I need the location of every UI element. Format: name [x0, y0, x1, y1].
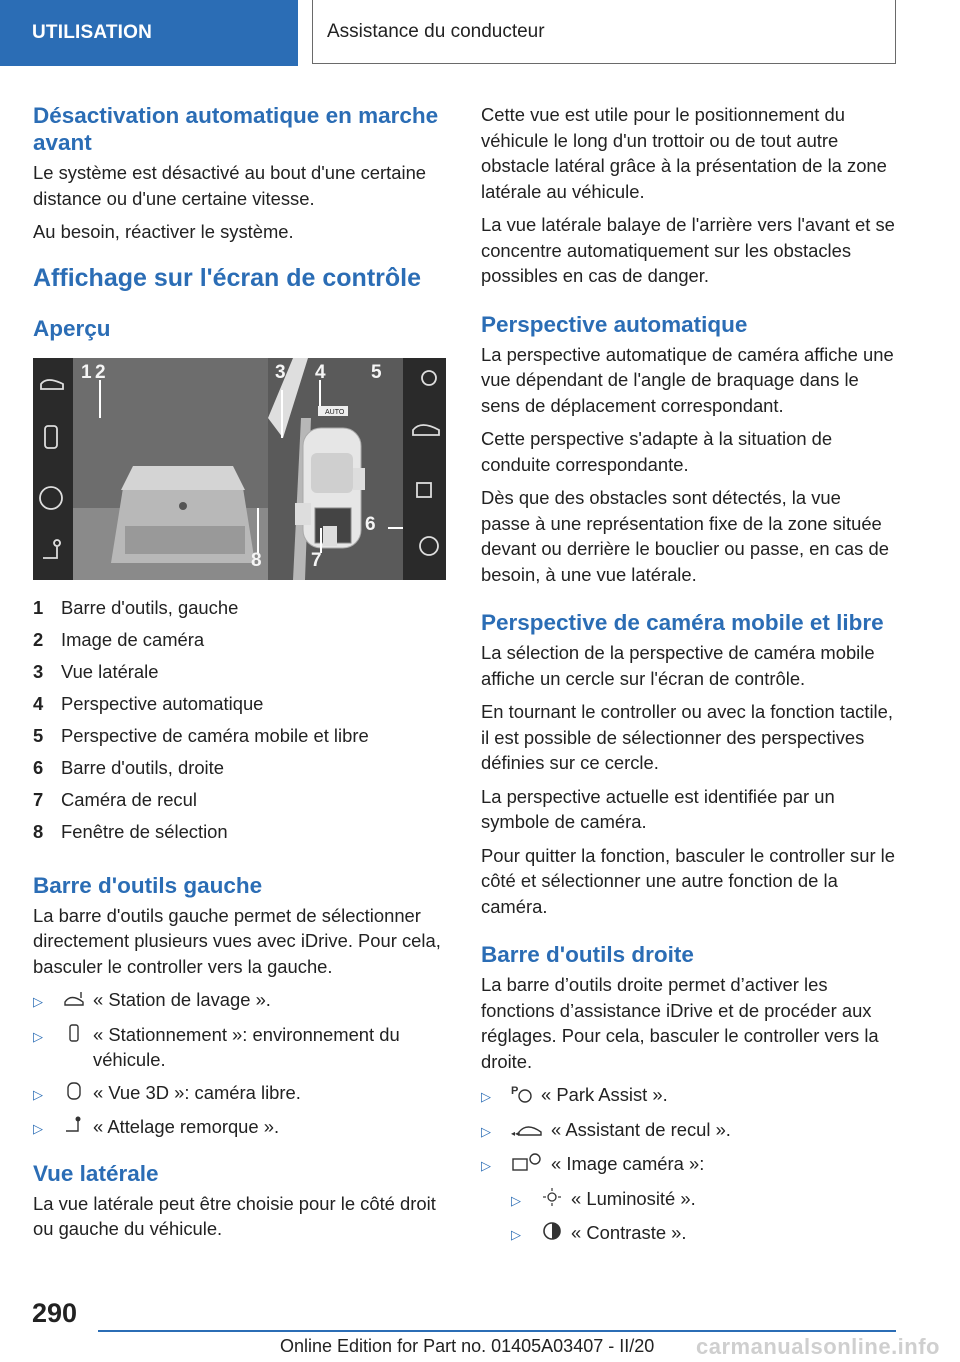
legend-item: 8 Fenêtre de sélection [33, 820, 228, 842]
camera-screen-illustration [33, 358, 446, 580]
edition-text: Online Edition for Part no. 01405A03407 - II/20 [280, 1336, 655, 1356]
3d-view-icon [63, 1080, 85, 1102]
heading-barre-droite: Barre d'outils droite [481, 942, 694, 967]
figure-label-5: 5 [371, 361, 382, 383]
camera-settings-icon [511, 1151, 543, 1173]
figure-label-1: 1 [81, 361, 92, 383]
chapter-title: Assistance du conducteur [312, 0, 896, 64]
footer-divider [98, 1330, 896, 1332]
right-column [481, 102, 895, 1255]
paragraph: Au besoin, réactiver le système. [33, 221, 294, 242]
paragraph: La perspective automatique de caméra affiche une vue dépendant de l'angle de braquage dans le sens de déplacement correspondant. [481, 343, 894, 416]
figure-label-6: 6 [365, 513, 376, 535]
section-tab: UTILISATION [0, 0, 298, 66]
list-item: ▷ « Station de lavage ». [33, 987, 446, 1015]
svg-text:◂◂: ◂◂ [511, 1128, 520, 1138]
bullet-triangle-icon: ▷ [481, 1123, 491, 1139]
bullet-triangle-icon: ▷ [481, 1158, 491, 1173]
left-toolbar [33, 358, 73, 580]
camera-screen-figure [33, 358, 446, 580]
legend-item: 4 Perspective automatique [33, 692, 264, 714]
trailer-hitch-icon [63, 1114, 85, 1136]
list-item: ▷ « Luminosité ». [511, 1186, 895, 1214]
right-toolbar [403, 358, 446, 580]
paragraph: Dès que des obstacles sont détectés, la vue passe à une représentation fixe de la zone située devant ou derrière le bouclier ou passe, en cas de besoin, à une vue latérale. [481, 487, 889, 585]
paragraph: La barre d'outils gauche permet de sélectionner directement plusieurs vues avec iDrive. Pour cela, basculer le controller vers la gauche. [33, 904, 441, 977]
paragraph: La vue latérale balaye de l'arrière vers l'avant et se concentre automatiquement sur les obstacles possibles en cas de danger. [481, 214, 895, 286]
paragraph: En tournant le controller ou avec la fonction tactile, il est possible de sélectionner des perspectives définies sur ce cercle. [481, 701, 893, 773]
paragraph: Le système est désactivé au bout d'une certaine distance ou d'une certaine vitesse. [33, 162, 427, 209]
legend-item: 6 Barre d'outils, droite [33, 756, 224, 778]
figure-label-2: 2 [95, 361, 106, 383]
contrast-icon [541, 1220, 563, 1242]
figure-label-7: 7 [311, 549, 322, 571]
paragraph: Cette vue est utile pour le positionnement du véhicule le long d'un trottoir ou de tout autre obstacle latéral grâce à la présentation de la zone latérale au véhicule. [481, 104, 887, 202]
bullet-triangle-icon: ▷ [33, 994, 43, 1009]
parking-icon [63, 1022, 85, 1044]
bullet-triangle-icon: ▷ [33, 1121, 43, 1136]
auto-label: AUTO [325, 408, 345, 416]
paragraph: Cette perspective s'adapte à la situation de conduite correspondante. [481, 428, 833, 475]
heading-vue-laterale: Vue latérale [33, 1160, 159, 1186]
bullet-triangle-icon: ▷ [511, 1192, 521, 1208]
paragraph: La barre d’outils droite permet d’activer les fonctions d’assistance iDrive et de procéder aux réglages. Pour cela, basculer le controller vers la droite. [481, 974, 879, 1072]
left-column [33, 102, 446, 1250]
svg-text:P: P [511, 1085, 519, 1097]
watermark: carmanualsonline.info [696, 1334, 940, 1359]
heading-perspective-auto: Perspective automatique [481, 311, 748, 337]
camera-image-sublist [511, 1186, 895, 1248]
heading-barre-gauche: Barre d'outils gauche [33, 872, 263, 898]
paragraph: La vue latérale peut être choisie pour le côté droit ou gauche du véhicule. [33, 1192, 436, 1239]
heading-apercu: Aperçu [33, 315, 111, 341]
bullet-triangle-icon: ▷ [511, 1227, 521, 1242]
page-number: 290 [32, 1298, 78, 1328]
brightness-icon [541, 1186, 563, 1208]
list-item: ▷ ◂◂ « Assistant de recul ». [481, 1117, 895, 1145]
right-toolbar-list [481, 1082, 895, 1179]
legend-item: 1 Barre d'outils, gauche [33, 596, 239, 618]
bullet-triangle-icon: ▷ [33, 1028, 43, 1044]
list-item: ▷ « Attelage remorque ». [33, 1114, 446, 1142]
park-assist-icon [511, 1082, 533, 1104]
heading-desactivation: Désactivation automatique en marche avant [33, 103, 439, 155]
legend-item: 5 Perspective de caméra mobile et libre [33, 724, 369, 746]
heading-perspective-mobile: Perspective de caméra mobile et libre [481, 610, 884, 635]
reverse-assistant-icon [511, 1117, 543, 1139]
figure-label-3: 3 [275, 361, 286, 383]
list-item: ▷ « Vue 3D »: caméra libre. [33, 1080, 446, 1108]
heading-affichage: Affichage sur l'écran de contrôle [33, 263, 421, 292]
figure-label-8: 8 [251, 549, 262, 571]
paragraph: La perspective actuelle est identifiée par un symbole de caméra. [481, 785, 835, 832]
bullet-triangle-icon: ▷ [33, 1086, 43, 1102]
list-item: ▷ « Contraste ». [511, 1220, 895, 1248]
car-wash-icon [63, 987, 85, 1009]
bullet-triangle-icon: ▷ [481, 1089, 491, 1104]
figure-legend [33, 592, 446, 848]
legend-item: 7 Caméra de recul [33, 788, 197, 810]
list-item: ▷ « Image caméra »: [481, 1151, 895, 1179]
figure-label-4: 4 [315, 361, 326, 383]
left-toolbar-list [33, 987, 446, 1142]
list-item: ▷ P « Park Assist ». [481, 1082, 895, 1110]
paragraph: La sélection de la perspective de caméra mobile affiche un cercle sur l'écran de contrôle. [481, 642, 875, 689]
paragraph: Pour quitter la fonction, basculer le controller sur le côté et sélectionner une autre fonction de la caméra. [481, 844, 895, 917]
legend-item: 3 Vue latérale [33, 660, 159, 682]
legend-item: 2 Image de caméra [33, 628, 205, 650]
list-item: ▷ « Stationnement »: environnement du véhicule. [33, 1022, 446, 1073]
